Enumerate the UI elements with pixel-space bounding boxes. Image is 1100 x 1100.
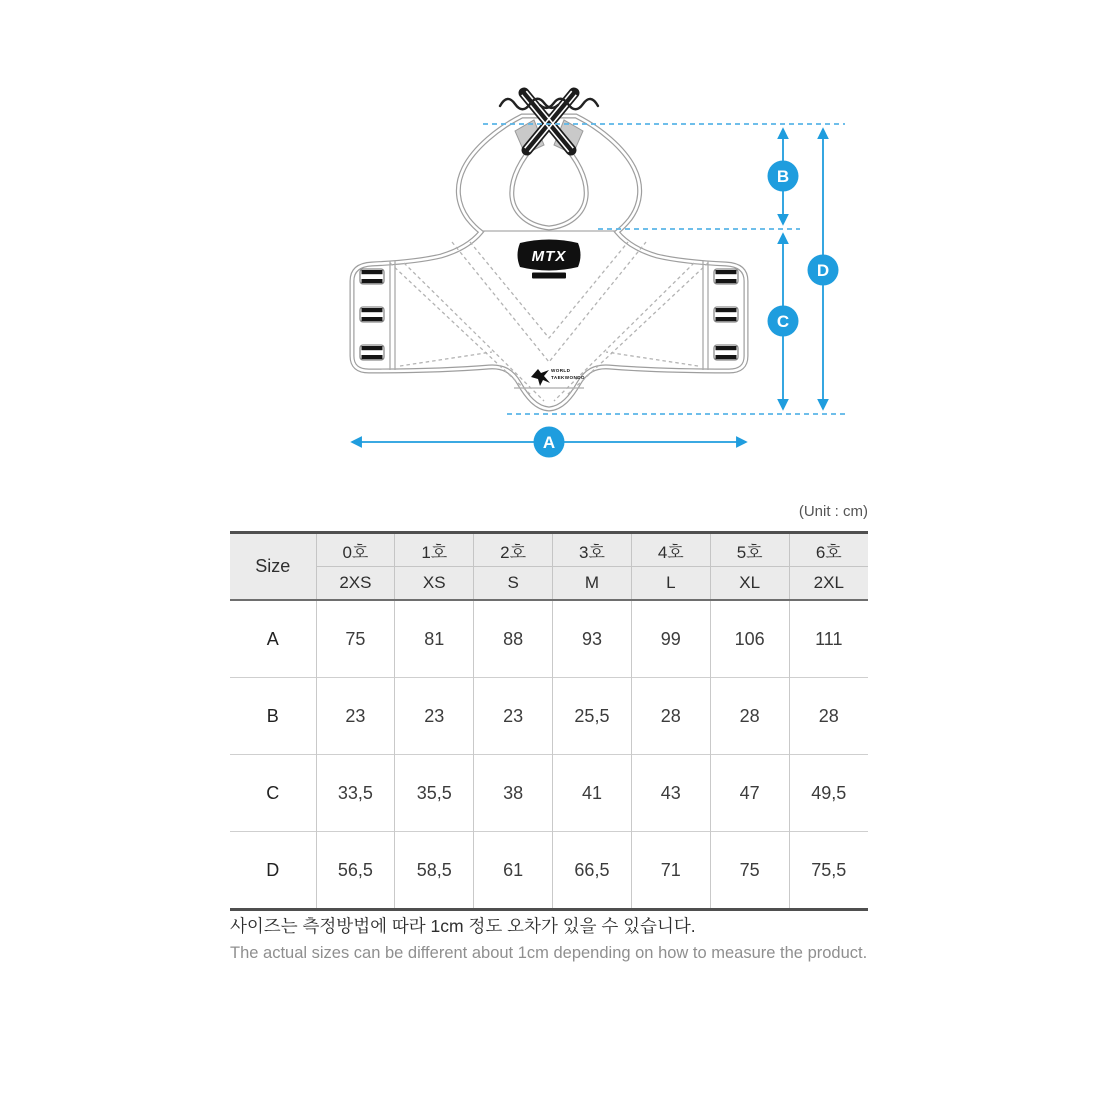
table-row-a xyxy=(230,600,868,678)
chest-protector-diagram xyxy=(0,0,1100,480)
dimension-d-badge xyxy=(808,255,839,286)
size-code-row xyxy=(230,533,868,567)
size-name-row xyxy=(230,567,868,601)
mtx-logo-text: MTX xyxy=(531,248,567,265)
size-cell: 88 xyxy=(474,600,553,678)
col-header-code: 3호 xyxy=(553,533,632,567)
row-label: D xyxy=(230,832,316,910)
svg-text:B: B xyxy=(776,167,790,186)
size-table-header xyxy=(230,533,868,601)
size-cell: 28 xyxy=(789,678,868,755)
size-cell: 23 xyxy=(395,678,474,755)
size-cell: 99 xyxy=(631,600,710,678)
row-label: C xyxy=(230,755,316,832)
size-cell: 106 xyxy=(710,600,789,678)
size-table xyxy=(230,531,868,911)
size-cell: 23 xyxy=(474,678,553,755)
size-cell: 43 xyxy=(631,755,710,832)
wt-text-line2: TAEKWONDO xyxy=(551,375,585,380)
size-diagram-svg xyxy=(0,0,1100,480)
row-label: B xyxy=(230,678,316,755)
dimension-b-badge xyxy=(768,161,799,192)
size-cell: 58,5 xyxy=(395,832,474,910)
tolerance-note-english: The actual sizes can be different about 1cm depending on how to measure the product. xyxy=(230,944,868,962)
size-cell: 93 xyxy=(553,600,632,678)
svg-text:C: C xyxy=(776,312,790,331)
col-header-code: 2호 xyxy=(474,533,553,567)
size-cell: 75 xyxy=(316,600,395,678)
size-cell: 38 xyxy=(474,755,553,832)
tolerance-note-korean: 사이즈는 측정방법에 따라 1cm 정도 오차가 있을 수 있습니다. xyxy=(230,916,696,936)
protector-body xyxy=(352,91,746,409)
table-row-c xyxy=(230,755,868,832)
size-cell: 28 xyxy=(631,678,710,755)
col-header-name: S xyxy=(474,567,553,601)
size-cell: 71 xyxy=(631,832,710,910)
col-header-code: 1호 xyxy=(395,533,474,567)
col-header-name: 2XL xyxy=(789,567,868,601)
buckle-slots-right xyxy=(703,261,738,370)
size-cell: 66,5 xyxy=(553,832,632,910)
wt-text-line1: WORLD xyxy=(551,368,571,373)
size-cell: 41 xyxy=(553,755,632,832)
col-header-name: 2XS xyxy=(316,567,395,601)
svg-text:D: D xyxy=(816,261,830,280)
unit-label: (Unit : cm) xyxy=(798,503,868,520)
size-cell: 47 xyxy=(710,755,789,832)
dimension-a-badge xyxy=(534,427,565,458)
corner-size-label: Size xyxy=(230,533,316,601)
size-cell: 111 xyxy=(789,600,868,678)
size-cell: 75,5 xyxy=(789,832,868,910)
col-header-code: 4호 xyxy=(631,533,710,567)
size-cell: 75 xyxy=(710,832,789,910)
row-label: A xyxy=(230,600,316,678)
col-header-code: 5호 xyxy=(710,533,789,567)
size-cell: 56,5 xyxy=(316,832,395,910)
col-header-name: M xyxy=(553,567,632,601)
size-cell: 81 xyxy=(395,600,474,678)
size-cell: 33,5 xyxy=(316,755,395,832)
buckle-slots-left xyxy=(360,261,395,370)
col-header-code: 6호 xyxy=(789,533,868,567)
col-header-name: XL xyxy=(710,567,789,601)
size-cell: 49,5 xyxy=(789,755,868,832)
table-row-b xyxy=(230,678,868,755)
size-cell: 28 xyxy=(710,678,789,755)
dimension-c-badge xyxy=(768,306,799,337)
size-cell: 23 xyxy=(316,678,395,755)
col-header-name: XS xyxy=(395,567,474,601)
size-cell: 61 xyxy=(474,832,553,910)
size-cell: 25,5 xyxy=(553,678,632,755)
svg-text:A: A xyxy=(542,433,556,452)
col-header-name: L xyxy=(631,567,710,601)
table-row-d xyxy=(230,832,868,910)
col-header-code: 0호 xyxy=(316,533,395,567)
size-cell: 35,5 xyxy=(395,755,474,832)
